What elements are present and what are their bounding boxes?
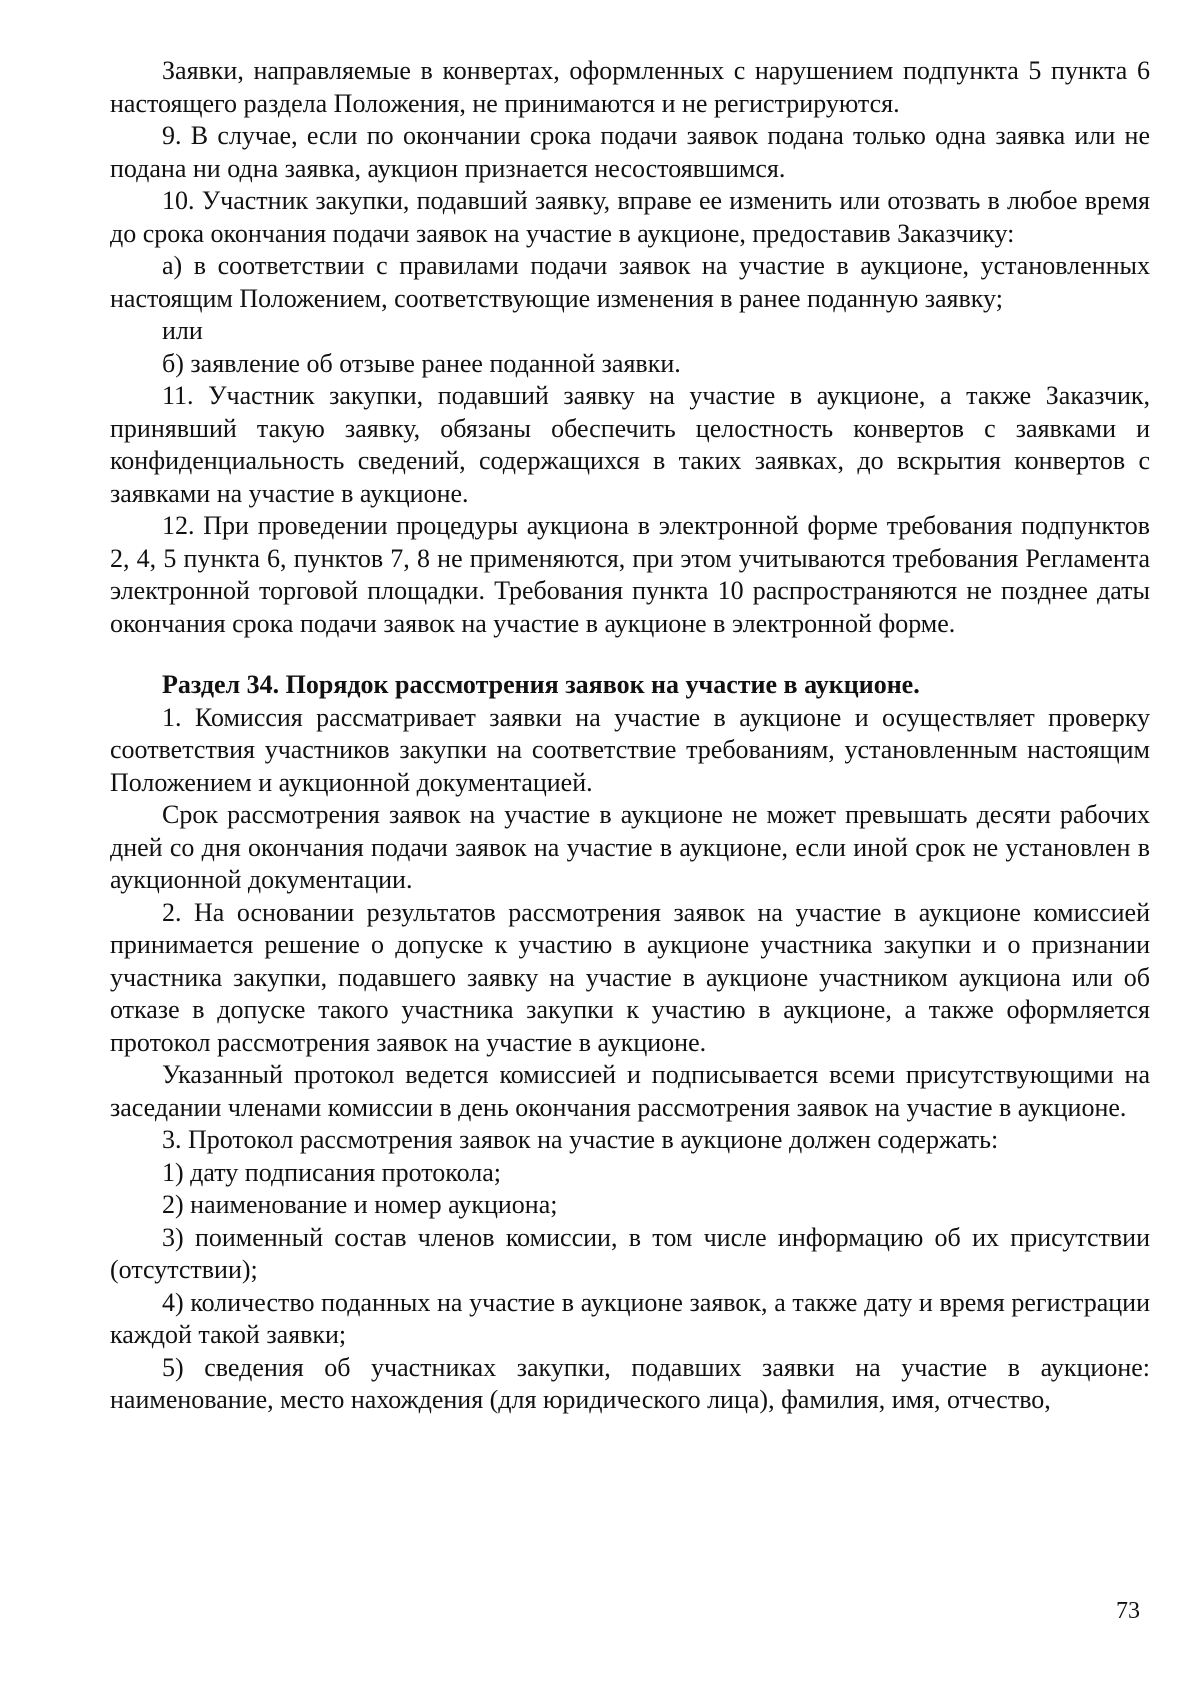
paragraph: Срок рассмотрения заявок на участие в аукционе не может превышать десяти рабочих дней со дня окончания подачи заявок на участие в аукционе, если иной срок не установлен в аукционной документации. <box>110 800 1150 894</box>
paragraph: а) в соответствии с правилами подачи заявок на участие в аукционе, установленных настоящим Положением, соответствующие изменения в ранее поданную заявку; <box>110 251 1150 313</box>
paragraph: 2) наименование и номер аукциона; <box>162 1190 558 1219</box>
paragraph: или <box>162 316 203 345</box>
section-heading: Раздел 34. Порядок рассмотрения заявок на участие в аукционе. <box>162 670 920 699</box>
paragraph: Указанный протокол ведется комиссией и подписывается всеми присутствующими на заседании членами комиссии в день окончания рассмотрения заявок на участие в аукционе. <box>110 1060 1150 1122</box>
page-number: 73 <box>1116 1598 1140 1624</box>
paragraph: 11. Участник закупки, подавший заявку на участие в аукционе, а также Заказчик, принявший такую заявку, обязаны обеспечить целостность конвертов с заявками и конфиденциальность сведений, содержащихся в таких заявках, до вскрытия конвертов с заявками на участие в аукционе. <box>110 381 1150 508</box>
paragraph: 12. При проведении процедуры аукциона в электронной форме требования подпунктов 2, 4, 5 пункта 6, пунктов 7, 8 не применяются, при этом учитываются требования Регламента электронной торговой площадки. Требования пункта 10 распространяются не позднее даты окончания срока подачи заявок на участие в аукционе в электронной форме. <box>110 511 1150 638</box>
paragraph: Заявки, направляемые в конвертах, оформленных с нарушением подпункта 5 пункта 6 настоящего раздела Положения, не принимаются и не регистрируются. <box>110 56 1150 118</box>
paragraph: б) заявление об отзыве ранее поданной заявки. <box>162 348 681 378</box>
paragraph: 3) поименный состав членов комиссии, в том числе информацию об их присутствии (отсутствии); <box>110 1222 1150 1284</box>
paragraph: 1. Комиссия рассматривает заявки на участие в аукционе и осуществляет проверку соответствия участников закупки на соответствие требованиям, установленным настоящим Положением и аукционной документацией. <box>110 702 1150 797</box>
paragraph: 1) дату подписания протокола; <box>162 1157 501 1187</box>
paragraph: 2. На основании результатов рассмотрения заявок на участие в аукционе комиссией принимается решение о допуске к участию в аукционе участника закупки и о признании участника закупки, подавшего заявку на участие в аукционе участником аукциона или об отказе в допуске такого участника закупки к участию в аукционе, а также оформляется протокол рассмотрения заявок на участие в аукционе. <box>110 897 1150 1057</box>
paragraph: 10. Участник закупки, подавший заявку, вправе ее изменить или отозвать в любое время до срока окончания подачи заявок на участие в аукционе, предоставив Заказчику: <box>110 186 1150 248</box>
paragraph: 9. В случае, если по окончании срока подачи заявок подана только одна заявка или не подана ни одна заявка, аукцион признается несостоявшимся. <box>110 121 1150 183</box>
paragraph: 5) сведения об участниках закупки, подавших заявки на участие в аукционе: наименование, место нахождения (для юридического лица), фамилия, имя, отчество, <box>110 1352 1150 1414</box>
paragraph: 3. Протокол рассмотрения заявок на участие в аукционе должен содержать: <box>162 1125 999 1154</box>
document-body <box>110 55 1150 1417</box>
paragraph: 4) количество поданных на участие в аукционе заявок, а также дату и время регистрации каждой такой заявки; <box>110 1287 1150 1349</box>
